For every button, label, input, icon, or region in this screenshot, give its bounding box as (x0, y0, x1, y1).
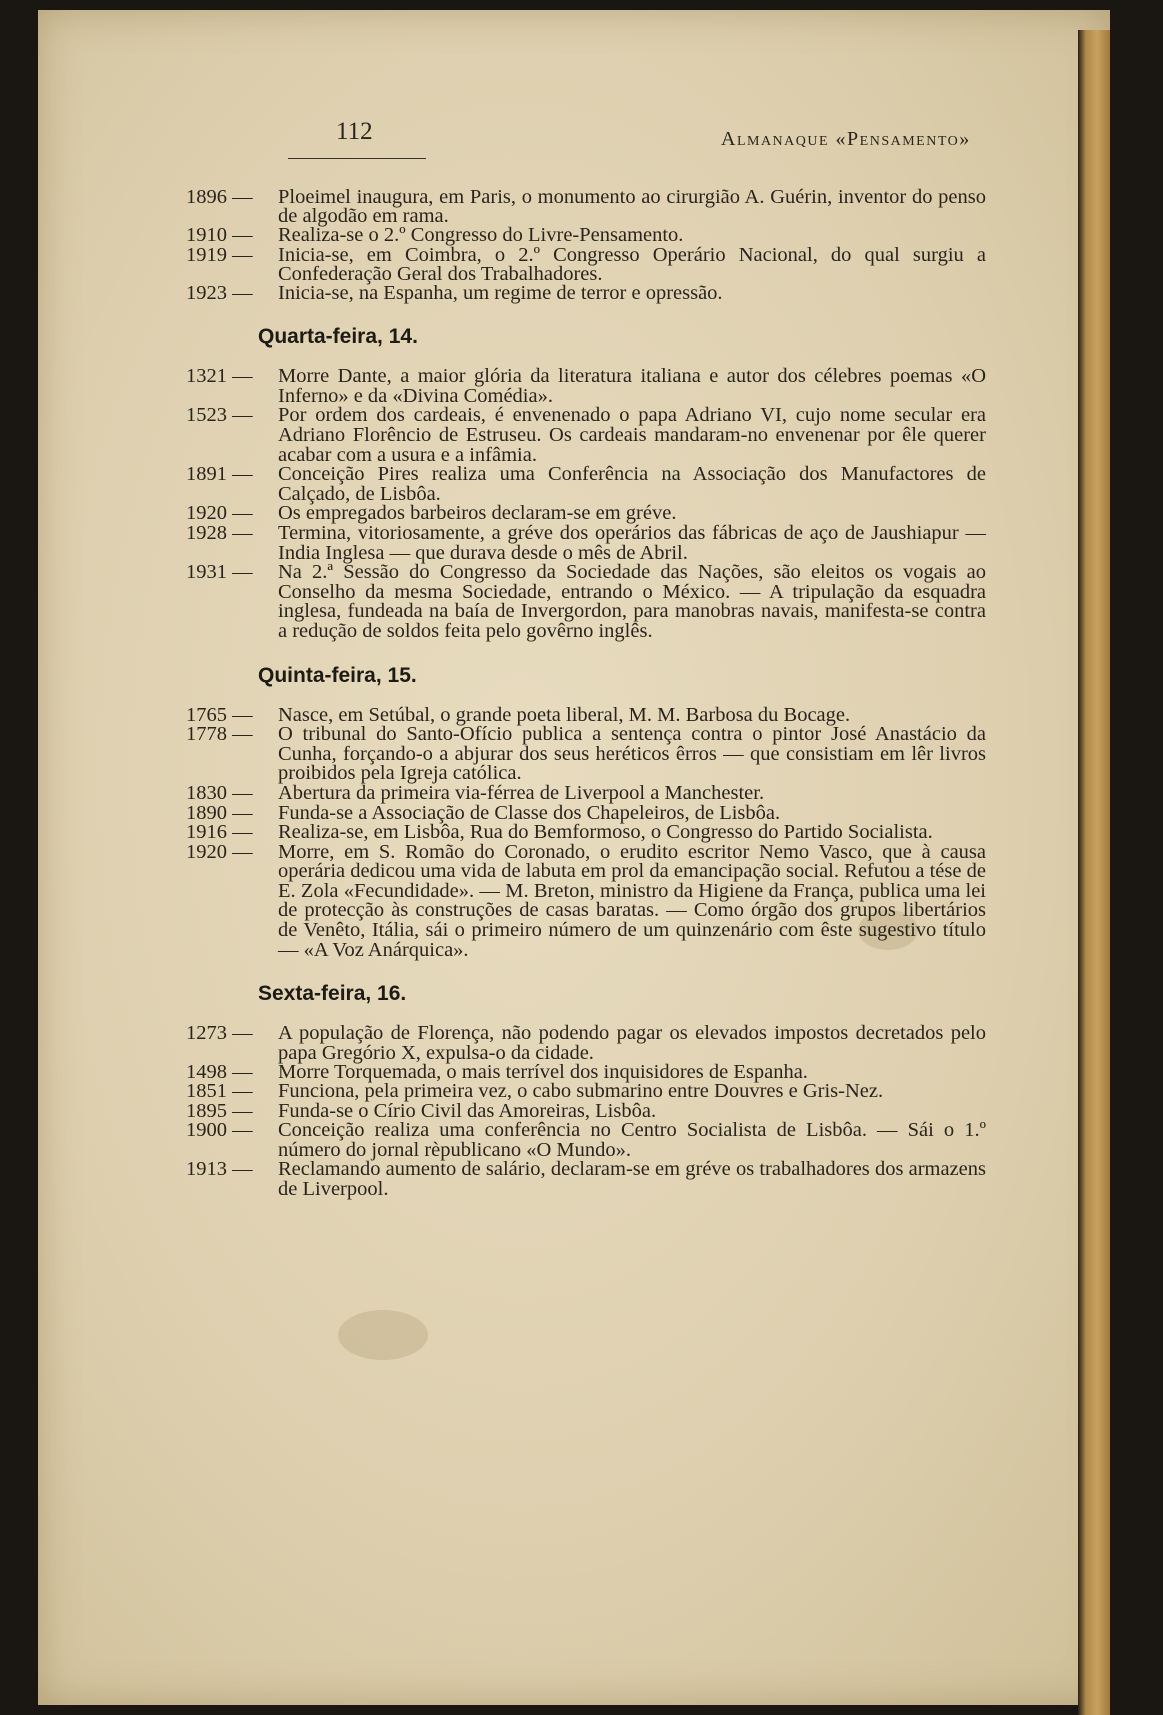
entry (186, 781, 986, 804)
entry (186, 465, 986, 504)
paper-stain (338, 1310, 428, 1360)
entry-year: 1916 — (186, 821, 253, 844)
entry-year: 1778 — (186, 723, 253, 746)
entry-year: 1830 — (186, 781, 253, 804)
entry (186, 521, 986, 564)
entry-year: 1910 — (186, 224, 253, 247)
entry-year: 1920 — (186, 502, 253, 525)
entry-year: 1273 — (186, 1022, 253, 1045)
entry-text: Funda-se o Círio Civil das Amoreiras, Lisbôa. (278, 1099, 657, 1122)
entry-year: 1890 — (186, 801, 253, 824)
entry-text: Funda-se a Associação de Classe dos Chapeleiros, de Lisbôa. (278, 801, 781, 824)
entry (186, 823, 986, 843)
entry-text: Nasce, em Setúbal, o grande poeta liberal, M. M. Barbosa du Bocage. (278, 703, 851, 726)
entry-year: 1896 — (186, 186, 253, 208)
page-edge (1078, 30, 1110, 1715)
section-heading: Quinta-feira, 15. (258, 663, 417, 687)
page-number: 112 (336, 118, 373, 145)
entry (186, 1024, 986, 1063)
entry-text: Na 2.ª Sessão do Congresso da Sociedade das Nações, são eleitos os vogais ao Conselho da mesma Sociedade, entrando o México. — A tripulação da esquadra inglesa, fundeada na baía de Invergordon, para manobras navais, manifesta-se contra a redução de soldos feita pelo govêrno inglês. (278, 561, 986, 642)
entry-text: Por ordem dos cardeais, é envenenado o papa Adriano VI, cujo nome secular era Adriano Florêncio de Estruseu. Os cardeais mandaram-no envenenar por êle querer acabar com a usura e a infâmia. (278, 404, 986, 466)
entry (186, 563, 986, 641)
entry-text: A população de Florença, não podendo pagar os elevados impostos decretados pelo papa Gregório X, expulsa-o da cidade. (278, 1022, 986, 1064)
entry-text: Funciona, pela primeira vez, o cabo submarino entre Douvres e Gris-Nez. (278, 1080, 884, 1103)
entry-year: 1498 — (186, 1061, 253, 1084)
entry-text: Realiza-se o 2.º Congresso do Livre-Pensamento. (278, 224, 684, 247)
entry-text: Realiza-se, em Lisbôa, Rua do Bemformoso, o Congresso do Partido Socialista. (278, 821, 933, 844)
entry-text: Morre Dante, a maior glória da literatura italiana e autor dos célebres poemas «O Inferno» e da «Divina Comédia». (278, 365, 986, 407)
entry-year: 1891 — (186, 463, 253, 486)
entry (186, 1121, 986, 1160)
entry-text: Abertura da primeira via-férrea de Liverpool a Manchester. (278, 781, 765, 804)
entry-year: 1931 — (186, 561, 253, 584)
entry (186, 367, 986, 406)
page-number-rule (288, 158, 426, 159)
entry-text: Os empregados barbeiros declaram-se em gréve. (278, 502, 677, 525)
running-title: Almanaque «Pensamento» (721, 128, 971, 150)
entry (186, 226, 986, 245)
entry (186, 188, 986, 226)
entry-text: O tribunal do Santo-Ofício publica a sentença contra o pintor José Anastácio da Cunha, forçando-o a abjurar dos seus heréticos êrros — que consistiam em lêr livros proibidos pela Igreja católica. (278, 723, 986, 785)
entry (186, 1082, 986, 1101)
entry (186, 243, 986, 285)
entry-year: 1919 — (186, 243, 253, 266)
entry-year: 1765 — (186, 703, 253, 726)
entry (186, 725, 986, 784)
entry-year: 1920 — (186, 840, 253, 863)
entry-text: Reclamando aumento de salário, declaram-se em gréve os trabalhadores dos armazens de Liverpool. (278, 1158, 986, 1200)
entry-year: 1523 — (186, 404, 253, 427)
entry (186, 840, 986, 961)
entry (186, 284, 986, 303)
entry-text: Morre Torquemada, o mais terrível dos inquisidores de Espanha. (278, 1061, 808, 1084)
section-friday (186, 982, 986, 1199)
section-heading: Sexta-feira, 16. (258, 982, 407, 1006)
entry (186, 1160, 986, 1199)
entry-text: Ploeimel inaugura, em Paris, o monumento ao cirurgião A. Guérin, inventor do penso de algodão em rama. (278, 186, 986, 228)
section-intro (186, 188, 986, 303)
entry-year: 1895 — (186, 1099, 253, 1122)
almanac-content (186, 188, 986, 1199)
entry-year: 1851 — (186, 1080, 253, 1103)
entry (186, 406, 986, 465)
entry-year: 1928 — (186, 521, 253, 544)
entry-text: Inicia-se, na Espanha, um regime de terror e opressão. (278, 282, 723, 305)
entry-text: Morre, em S. Romão do Coronado, o erudito escritor Nemo Vasco, que à causa operária dedicou uma vida de labuta em prol da emancipação social. Refutou a tése de E. Zola «Fecundidade». — M. Breton, ministro da Higiene da França, publica uma lei de protecção às construções de casas baratas. — Como órgão dos grupos libertários de Venêto, Itália, sái o primeiro número de um quinzenário com êste sugestivo título — «A Voz Anárquica». (278, 840, 986, 961)
entry-year: 1321 — (186, 365, 253, 388)
entry-year: 1913 — (186, 1158, 253, 1181)
entry-text: Conceição Pires realiza uma Conferência na Associação dos Manufactores de Calçado, de Lisbôa. (278, 463, 986, 505)
entry-text: Inicia-se, em Coimbra, o 2.º Congresso Operário Nacional, do qual surgiu a Confederação Geral dos Trabalhadores. (278, 243, 986, 285)
entry-text: Conceição realiza uma conferência no Centro Socialista de Lisbôa. — Sái o 1.º número do jornal rèpublicano «O Mundo». (278, 1119, 986, 1161)
entry-year: 1923 — (186, 282, 253, 305)
entry-text: Termina, vitoriosamente, a gréve dos operários das fábricas de aço de Jaushiapur — India Inglesa — que durava desde o mês de Abril. (278, 521, 986, 564)
section-heading: Quarta-feira, 14. (258, 325, 418, 349)
section-thursday (186, 664, 986, 961)
section-wednesday (186, 325, 986, 641)
entry-year: 1900 — (186, 1119, 253, 1142)
